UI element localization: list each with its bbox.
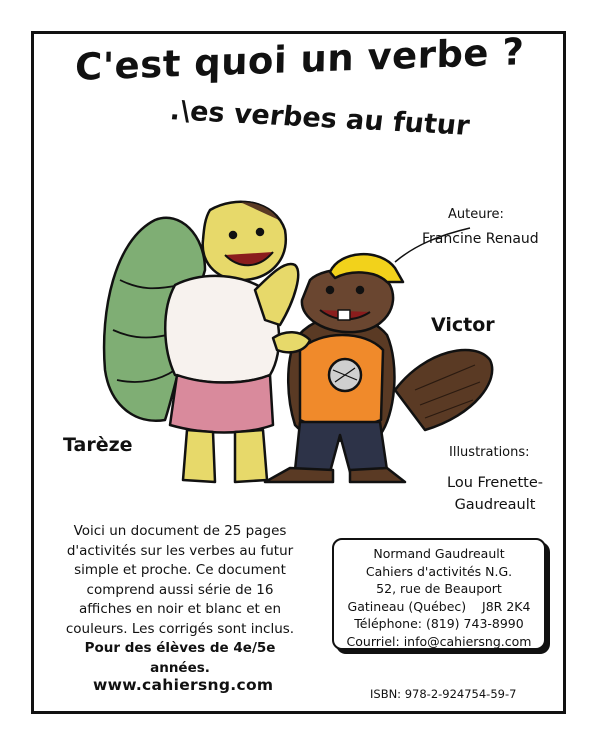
cover-subtitle: .\es verbes au futur xyxy=(168,95,472,142)
illustrator-line-2: Gaudreault xyxy=(454,497,536,513)
description-line: comprend aussi série de 16 xyxy=(86,581,274,598)
cover-title: C'est quoi un verbe ? xyxy=(75,30,525,89)
website-link[interactable]: www.cahiersng.com xyxy=(93,676,274,694)
description-block xyxy=(55,522,305,678)
author-label: Auteure: xyxy=(448,207,504,222)
description-line: simple et proche. Ce document xyxy=(74,562,286,578)
contact-city: Gatineau (Québec) J8R 2K4 xyxy=(347,598,531,614)
turtle-skirt xyxy=(170,375,273,433)
description-line: d'activités sur les verbes au futur xyxy=(66,542,294,559)
contact-card-box xyxy=(332,538,546,650)
contact-phone: Téléphone: (819) 743-8990 xyxy=(354,616,524,631)
turtle-illustration xyxy=(104,202,298,482)
illustrator-line-1: Lou Frenette- xyxy=(447,475,543,491)
contact-street: 52, rue de Beauport xyxy=(376,581,502,596)
character-name-tareze: Tarèze xyxy=(63,434,133,456)
isbn: ISBN: 978-2-924754-59-7 xyxy=(370,687,517,701)
contact-company: Cahiers d'activités N.G. xyxy=(365,563,513,579)
description-line: Voici un document de 25 pages xyxy=(73,523,287,539)
illustrator-name xyxy=(420,472,570,516)
character-name-victor: Victor xyxy=(431,314,495,336)
contact-email[interactable]: Courriel: info@cahiersng.com xyxy=(346,633,532,649)
description-line: affiches en noir et blanc et en xyxy=(79,601,281,617)
author-name: Francine Renaud xyxy=(422,231,539,247)
beaver-head xyxy=(302,269,393,332)
beaver-tail xyxy=(395,350,492,430)
audience-note: Pour des élèves de 4e/5e années. xyxy=(84,640,276,676)
contact-card xyxy=(332,538,552,654)
subtitle-block xyxy=(0,95,600,142)
contact-name: Normand Gaudreault xyxy=(373,546,505,561)
title-block xyxy=(0,30,600,89)
illustrations-label: Illustrations: xyxy=(449,445,530,460)
description-line: couleurs. Les corrigés sont inclus. xyxy=(65,620,295,637)
